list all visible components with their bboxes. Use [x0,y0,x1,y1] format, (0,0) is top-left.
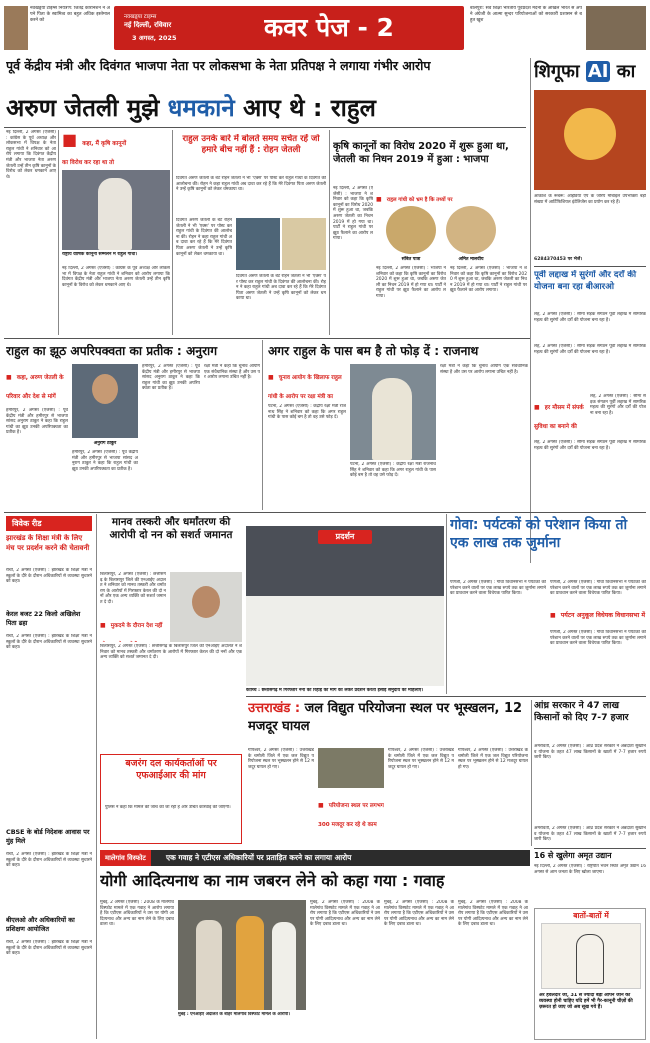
farm-body-col-2: नई दिल्ली, 2 अगस्त (एजेंसी) : भाजपा ने शनिवार को कहा कि कृषि कानूनों का विरोध 2020 में शुरू हुआ था, जबकि अरुण जेतली का निधन 2019 में हो गया था। पार्टी ने राहुल गांधी पर झूठ फैलाने का आरोप लगाया। [376,266,446,299]
ai-contact: 6284370453 पर भेजें। [534,257,583,262]
page-title: कवर पेज - 2 [264,13,394,42]
breaking-item-2-title: केरल बजट 22 किलो अखिलेश पिता ढहा [6,610,81,627]
bro-text-1: लेह, 2 अगस्त (एजेंसी) : सीमा सड़क संगठन पूर्वी लद्दाख में सामरिक महत्व की सुरंगों और दर्रों की योजना बना रहा है। [534,312,646,323]
ai-illustration-glow [564,108,616,160]
nuns-quote-text: मुकदमे के दौरान देश नहीं [110,623,163,629]
rohan-photo [236,218,280,270]
farm-quote-box [376,186,456,202]
col-divider [58,130,59,335]
nun-photo [170,572,242,642]
anurag-quote [6,364,68,406]
malviya-photo [446,206,496,254]
farm-caption-left: संबित पात्रा [401,257,421,262]
goa-sub-kicker-text: पर्यटन अनुकूल विधेयक विधानसभा में [560,612,646,619]
rajnath-body-col-3: रक्षा मंत्री ने कहा कि चुनाव आयोग एक संवैधानिक संस्था है और उस पर आरोप लगाना उचित नहीं है। [440,364,528,375]
anurag-body-col-3: हमीरपुर, 2 अगस्त (एजेंसी) : पूर्व केंद्रीय मंत्री और हमीरपुर से भाजपा सांसद अनुराग ठाकुर ने कहा कि राहुल गांधी का झूठ उनकी अपरिपक्वता का प्रतीक है। [72,450,138,472]
malegaon-photo-caption: मुंबई : एनआईए अदालत के बाहर मालेगांव विस्फोट मामले के आरोपी। [178,1012,290,1017]
col-divider [329,130,330,335]
lead-photo-caption: राष्ट्रीय वार्षिक कानूनी सम्मेलन में राहुल गांधी। [62,252,138,257]
nuns-body-col-2: बिलासपुर, 2 अगस्त (एजेंसी) : छत्तीसगढ़ के बिलासपुर जिले की एनआईए अदालत ने शनिवार को मानव तस्करी और धर्मांतरण के आरोपों में गिरफ्तार केरल की दो ननों और एक अन्य व्यक्ति को सशर्त जमानत दे दी। [100,644,242,661]
nun-photo-face [192,586,220,618]
ai-column-text: आकाश के रूबरू: आईडिया एप के जरिये मोबाइल उपभोक्ता बड़ी संख्या में आर्टिफिशियल इंटेलिजेंस का प्रयोग कर रहे हैं। [534,194,646,205]
right-rule [534,266,646,267]
masthead-banner [114,6,464,50]
bro-sub-kicker [534,394,588,434]
jaitley-photo [282,218,326,270]
malegaon-label: मालेगांव विस्फोट [100,850,151,866]
col-divider [262,340,263,510]
sambit-photo [386,206,436,254]
ai-column-title [534,58,646,88]
rajnath-quote-text: चुनाव आयोग के खिलाफ राहुल गांधी के आरोप पर रक्षा मंत्री का [268,375,342,400]
quote-bullet-icon: ■ [550,612,556,619]
cartoon-title: बातों-बातों में [573,911,609,920]
breaking-item-4-text: रांची, 2 अगस्त (एजेंसी) : झारखंड के शिक्षा मंत्री ने स्कूलों के दौरे के दौरान अधिकारियों से व्यवस्था सुधारने को कहा। [6,940,92,957]
goa-body-col-1: पणजी, 2 अगस्त (एजेंसी) : गोवा विधानसभा ने पर्यटकों को परेशान करने वालों पर एक लाख रुपये तक का जुर्माना लगाने का प्रावधान करने वाला विधेयक पारित किया। [450,580,546,597]
anurag-quote-text: कहा, अरुण जेतली के परिवार और देश से मांगें [6,375,64,400]
masthead-date: 3 अगस्त, 2025 [132,34,177,42]
ai-title-part-b: का [610,61,636,82]
breaking-item-1-text: रांची, 2 अगस्त (एजेंसी) : झारखंड के शिक्षा मंत्री ने स्कूलों के दौरे के दौरान अधिकारियों से व्यवस्था सुधारने को कहा। [6,568,92,585]
rajnath-body-col-2: पटना, 2 अगस्त (एजेंसी) : केंद्रीय रक्षा मंत्री राजनाथ सिंह ने शनिवार को कहा कि अगर राहुल गांधी के पास कोई बम है तो वह उसे फोड़ दें। [350,462,436,479]
protest-label: प्रदर्शन [318,530,372,544]
rajnath-body-col-1: पटना, 2 अगस्त (एजेंसी) : केंद्रीय रक्षा मंत्री राजनाथ सिंह ने शनिवार को कहा कि अगर राहुल गांधी के पास कोई बम है तो वह उसे फोड़ दें। [268,404,346,421]
farmers-text-1: अमरावती, 2 अगस्त (एजेंसी) : आंध्र प्रदेश सरकार ने अन्नदाता सुखीभव योजना के तहत 47 लाख किसानों के खातों में 7-7 हजार रुपये जारी किए। [534,744,646,761]
protest-crowd [246,596,444,686]
malegaon-photo-person-2 [236,916,264,1010]
quote-bullet-icon: ■ [268,374,274,381]
malegaon-body-col-2: मुंबई, 2 अगस्त (एजेंसी) : 2008 के मालेगांव विस्फोट मामले में एक गवाह ने आरोप लगाया है कि एटीएस अधिकारियों ने उस पर योगी आदित्यनाथ और अन्य का नाम लेने के लिए दबाव डाला था। [310,900,380,928]
anurag-body-col-2: हमीरपुर, 2 अगस्त (एजेंसी) : पूर्व केंद्रीय मंत्री और हमीरपुर से भाजपा सांसद अनुराग ठाकुर ने कहा कि राहुल गांधी का झूठ उनकी अपरिपक्वता का प्रतीक है। [142,364,200,392]
lead-dateline: नई दिल्ली, 2 अगस्त (एजेंसी) : कांग्रेस के पूर्व अध्यक्ष और लोकसभा में विपक्ष के नेता राहुल गांधी ने शनिवार को आरोप लगाया कि दिवंगत केंद्रीय मंत्री और भाजपा नेता अरुण जेतली उन्हें तीन कृषि कानूनों के विरोध को लेकर धमकाने आए थे। [6,130,56,180]
masthead-right-note: बालपुरा: सर्व शिक्षा भारतीय पूर्वप्रदेश मदनी के अखिल भारत से अपने अंग्रेजी के आत्मा सुन्दर परियोजनाओं को सरकारी प्रशासन से बहुत खुश [470,6,582,24]
nuns-body-col-1: बिलासपुर, 2 अगस्त (एजेंसी) : छत्तीसगढ़ के बिलासपुर जिले की एनआईए अदालत ने शनिवार को मानव तस्करी और धर्मांतरण के आरोपों में गिरफ्तार केरल की दो ननों और एक अन्य व्यक्ति को सशर्त जमानत दे दी। [100,572,166,605]
nuns-quote [100,612,166,642]
nuns-headline: मानव तस्करी और धर्मांतरण की आरोपी दो नन को सशर्त जमानत [109,516,233,541]
masthead [0,0,650,56]
landslide-photo [318,748,384,788]
uttarakhand-headline [248,700,528,744]
lead-body-col-b: दिवंगत अरुण जेतली के बेटे रोहन जेतली ने भी 'एक्स' पर पोस्ट कर राहुल गांधी के दिवंगत की आलोचना की। रोहन ने कहा राहुल गांधी अब दावा कर रहे हैं कि मेरे दिवंगत पिता अरुण जेतली ने उन्हें कृषि कानूनों को लेकर धमकाया था। [236,274,326,302]
lead-headline-part-a: अरुण जेतली मुझे [6,94,168,122]
breaking-item-4-title: बीएलओ और अधिकारियों का प्रशिक्षण आयोजित [6,916,75,933]
quote-bullet-icon: ■ [376,196,382,202]
anurag-caption: अनुराग ठाकुर [93,441,117,446]
cartoon-illustration [541,923,641,989]
uttarakhand-body-col-1: गोपेश्वर, 2 अगस्त (एजेंसी) : उत्तराखंड के चमोली जिले में एक जल विद्युत परियोजना स्थल पर भूस्खलन होने से 12 मजदूर घायल हो गए। [248,748,314,770]
quote-bullet-icon: ■ [318,802,324,809]
section-rule [534,848,646,849]
uttarakhand-label: उत्तराखंड : [248,701,305,716]
bro-text-3: लेह, 2 अगस्त (एजेंसी) : सीमा सड़क संगठन पूर्वी लद्दाख में सामरिक महत्व की सुरंगों और दर्रों की योजना बना रहा है। [590,394,646,416]
anurag-headline: राहुल का झूठ अपरिपक्वता का प्रतीक : अनुराग [6,344,218,358]
cartoon-figure [576,934,604,984]
malegaon-photo-person-3 [272,922,296,1010]
farmers-text-2: अमरावती, 2 अगस्त (एजेंसी) : आंध्र प्रदेश सरकार ने अन्नदाता सुखीभव योजना के तहत 47 लाख किसानों के खातों में 7-7 हजार रुपये जारी किए। [534,826,646,843]
col-divider [530,58,531,563]
bajrang-headline: बजरंग दल कार्यकर्ताओं पर एफआईआर की मांग [125,758,217,781]
cartoon-box [534,908,646,1040]
col-divider [531,700,532,846]
rajnath-side-text: रक्षा मंत्री ने कहा कि चुनाव आयोग एक संवैधानिक संस्था है और उस पर आरोप लगाना उचित नहीं है। [204,364,260,381]
bro-text-2: लेह, 2 अगस्त (एजेंसी) : सीमा सड़क संगठन पूर्वी लद्दाख में सामरिक महत्व की सुरंगों और दर्रों की योजना बना रहा है। [534,344,646,355]
anurag-photo-face [92,374,118,404]
farm-caption-right: अमित मालवीय [458,257,484,262]
malegaon-headline: योगी आदित्यनाथ का नाम जबरन लेने को कहा गया : गवाह [100,871,445,890]
col-divider [172,130,173,335]
lead-headline-part-c: आए थे : राहुल [234,94,376,122]
section-rule [246,696,646,697]
farm-body-col-1: नई दिल्ली, 2 अगस्त (एजेंसी) : भाजपा ने शनिवार को कहा कि कृषि कानूनों का विरोध 2020 में शुरू हुआ था, जबकि अरुण जेतली का निधन 2019 में हो गया था। पार्टी ने राहुल गांधी पर झूठ फैलाने का आरोप लगाया। [333,186,373,242]
malegaon-photo-person-1 [196,920,222,1010]
farm-body-col-3: नई दिल्ली, 2 अगस्त (एजेंसी) : भाजपा ने शनिवार को कहा कि कृषि कानूनों का विरोध 2020 में शुरू हुआ था, जबकि अरुण जेतली का निधन 2019 में हो गया था। पार्टी ने राहुल गांधी पर झूठ फैलाने का आरोप लगाया। [450,266,527,294]
uttarakhand-body-col-2: गोपेश्वर, 2 अगस्त (एजेंसी) : उत्तराखंड के चमोली जिले में एक जल विद्युत परियोजना स्थल पर भूस्खलन होने से 12 मजदूर घायल हो गए। [388,748,454,770]
malegaon-body-col-4: मुंबई, 2 अगस्त (एजेंसी) : 2008 के मालेगांव विस्फोट मामले में एक गवाह ने आरोप लगाया है कि एटीएस अधिकारियों ने उस पर योगी आदित्यनाथ और अन्य का नाम लेने के लिए दबाव डाला था। [458,900,528,928]
malegaon-kicker: एक गवाह ने एटीएस अधिकारियों पर प्रताड़ित करने का लगाया आरोप [166,853,352,862]
malegaon-banner [100,850,530,866]
protest-caption: कोच्चि : छत्तीसगढ़ में गिरफ्तार ननों की रिहाई की मांग को लेकर प्रदर्शन करतीं ईसाई समुदाय की महिलाएं। [246,688,424,693]
farmers-headline: आंध्र सरकार ने 47 लाख किसानों को दिए 7-7 हजार [534,700,629,723]
malegaon-body-col-3: मुंबई, 2 अगस्त (एजेंसी) : 2008 के मालेगांव विस्फोट मामले में एक गवाह ने आरोप लगाया है कि एटीएस अधिकारियों ने उस पर योगी आदित्यनाथ और अन्य का नाम लेने के लिए दबाव डाला था। [384,900,454,928]
breaking-item-3-title: CBSE के बोर्ड निदेशक आवास पर मुंह मिले [6,828,90,845]
col-divider [446,514,447,694]
farm-quote-text: राहुल गांधी को भ्रम है कि तथ्यों पर [386,197,453,202]
cartoon-caption: अरे हवलदार जी, 31 से ज्यादा बड़ा आपने जीने की व्यवस्था होनी चाहिए यदि हमें भी गैर-कानूनी चीज़ों की ज़रूरत हो जाए जो अब सूख गये हैं। [539,993,633,1011]
masthead-paper-name: नवखड़्या टाइम्स [124,14,157,20]
lead-pull-quote-2: राहुल उनके बारे में बोलते समय सचेत रहें जो हमारे बीच नहीं हैं : रोहन जेतली [182,134,320,155]
malegaon-body-col-1: मुंबई, 2 अगस्त (एजेंसी) : 2008 के मालेगांव विस्फोट मामले में एक गवाह ने आरोप लगाया है कि एटीएस अधिकारियों ने उस पर योगी आदित्यनाथ और अन्य का नाम लेने के लिए दबाव डाला था। [100,900,174,928]
rajnath-quote [268,364,346,402]
rahul-photo-person [98,178,132,250]
section-rule [4,512,646,513]
breaking-item-1-title: झारखंड के शिक्षा मंत्री के लिए मंच पर प्रदर्शन करने की चेतावनी [6,534,90,552]
rahul-photo [62,170,170,250]
anurag-body-col-1: हमीरपुर, 2 अगस्त (एजेंसी) : पूर्व केंद्रीय मंत्री और हमीरपुर से भाजपा सांसद अनुराग ठाकुर ने कहा कि राहुल गांधी का झूठ उनकी अपरिपक्वता का प्रतीक है। [6,408,68,436]
breaking-item-2-text: रांची, 2 अगस्त (एजेंसी) : झारखंड के शिक्षा मंत्री ने स्कूलों के दौरे के दौरान अधिकारियों से व्यवस्था सुधारने को कहा। [6,634,92,651]
ai-illustration [534,90,646,190]
uttarakhand-quote [318,792,384,832]
lead-body-text: दिवंगत अरुण जेतली के बेटे रोहन जेतली ने भी 'एक्स' पर पोस्ट कर राहुल गांधी के दिवंगत की आलोचना की। रोहन ने कहा राहुल गांधी अब दावा कर रहे हैं कि मेरे दिवंगत पिता अरुण जेतली ने उन्हें कृषि कानूनों को लेकर धमकाया था। [176,176,326,193]
ai-title-part-a: शिगूफा [534,61,586,82]
uttarakhand-quote-text: परियोजना स्थल पर लगभग 300 मजदूर कर रहे थे काम [318,803,384,828]
bajrang-box [100,754,242,844]
ai-badge: AI [587,61,609,82]
bro-headline: पूर्वी लद्दाख में सुरंगों और दर्रों की योजना बना रहा बीआरओ [534,270,637,292]
lead-pull-quote-1 [62,130,132,168]
lead-kicker: पूर्व केंद्रीय मंत्री और दिवंगत भाजपा नेता पर लोकसभा के नेता प्रतिपक्ष ने लगाया गंभीर आरोप [6,58,431,73]
masthead-left-note: नवखड़्या टाइम्स नियंत्रण: जितेंद्र कोरोनेशन ने अपने पिता के स्वामित्व का बहुत अधिक इस्तेमाल करने को [30,6,110,24]
goa-body-col-2: पणजी, 2 अगस्त (एजेंसी) : गोवा विधानसभा ने पर्यटकों को परेशान करने वालों पर एक लाख रुपये तक का जुर्माना लगाने का प्रावधान करने वाला विधेयक पारित किया। [550,580,646,597]
goa-headline: गोवा: पर्यटकों को परेशान किया तो एक लाख तक जुर्माना [450,517,628,551]
masthead-city-day: नई दिल्ली, रविवार [124,21,172,29]
breaking-label: विवेक रीड [6,516,92,531]
malegaon-photo [178,900,306,1010]
quote-bullet-icon: ■ [6,374,12,381]
anurag-photo [72,364,138,438]
goa-body-col-3: पणजी, 2 अगस्त (एजेंसी) : गोवा विधानसभा ने पर्यटकों को परेशान करने वालों पर एक लाख रुपये तक का जुर्माना लगाने का प्रावधान करने वाला विधेयक पारित किया। [550,630,646,647]
lead-pull-quote-1-text: कहा, मैं कृषि कानूनों का विरोध कर रहा था तो [62,141,127,166]
lead-headline [6,92,526,126]
quote-bullet-icon: ■ [62,130,78,149]
bro-text-4: लेह, 2 अगस्त (एजेंसी) : सीमा सड़क संगठन पूर्वी लद्दाख में सामरिक महत्व की सुरंगों और दर्रों की योजना बना रहा है। [534,440,646,451]
masthead-left-photo [4,6,28,50]
rajnath-photo [350,364,436,460]
lead-body-col-a: दिवंगत अरुण जेतली के बेटे रोहन जेतली ने भी 'एक्स' पर पोस्ट कर राहुल गांधी के दिवंगत की आलोचना की। रोहन ने कहा राहुल गांधी अब दावा कर रहे हैं कि मेरे दिवंगत पिता अरुण जेतली ने उन्हें कृषि कानूनों को लेकर धमकाया था। [176,218,232,257]
uttarakhand-body-col-3: गोपेश्वर, 2 अगस्त (एजेंसी) : उत्तराखंड के चमोली जिले में एक जल विद्युत परियोजना स्थल पर भूस्खलन होने से 12 मजदूर घायल हो गए। [458,748,528,770]
col-divider [96,514,97,1039]
quote-bullet-icon: ■ [534,404,540,411]
lead-rule [4,127,526,128]
lead-col2-text: नई दिल्ली, 2 अगस्त (एजेंसी) : कांग्रेस के पूर्व अध्यक्ष और लोकसभा में विपक्ष के नेता राहुल गांधी ने शनिवार को आरोप लगाया कि दिवंगत केंद्रीय मंत्री और भाजपा नेता अरुण जेतली उन्हें तीन कृषि कानूनों के विरोध को लेकर धमकाने आए थे। [62,266,170,288]
bajrang-text: पुलिस ने कहा कि मामले की जांच की जा रही है और उचित कार्रवाई की जाएगी। [105,805,231,810]
bro-sub-kicker-text: हर मौसम में संपर्क सुविधा का बनाने की [534,405,584,430]
rajnath-headline: अगर राहुल के पास बम है तो फोड़ दें : राजनाथ [268,344,479,358]
protest-photo [246,526,444,686]
farm-headline: कृषि कानूनों का विरोध 2020 में शुरू हुआ था, जेतली का निधन 2019 में हुआ : भाजपा [333,141,509,165]
breaking-item-3-text: रांची, 2 अगस्त (एजेंसी) : झारखंड के शिक्षा मंत्री ने स्कूलों के दौरे के दौरान अधिकारियों से व्यवस्था सुधारने को कहा। [6,852,92,869]
uttarakhand-headline-text: जल विद्युत परियोजना स्थल पर भूस्खलन, 12 मजदूर घायल [248,701,523,734]
udyan-text: नई दिल्ली, 2 अगस्त (एजेंसी) : राष्ट्रपति भवन स्थित अमृत उद्यान 16 अगस्त से आम जनता के लिए खोला जाएगा। [534,864,646,875]
goa-sub-kicker [550,602,646,628]
section-rule [4,338,530,339]
udyan-headline: 16 से खुलेगा अमृत उद्यान [534,851,612,860]
quote-bullet-icon: ■ [100,622,106,629]
lead-headline-highlight: धमकाने [167,94,235,122]
masthead-right-photo [586,6,646,50]
rajnath-photo-person [372,378,412,460]
